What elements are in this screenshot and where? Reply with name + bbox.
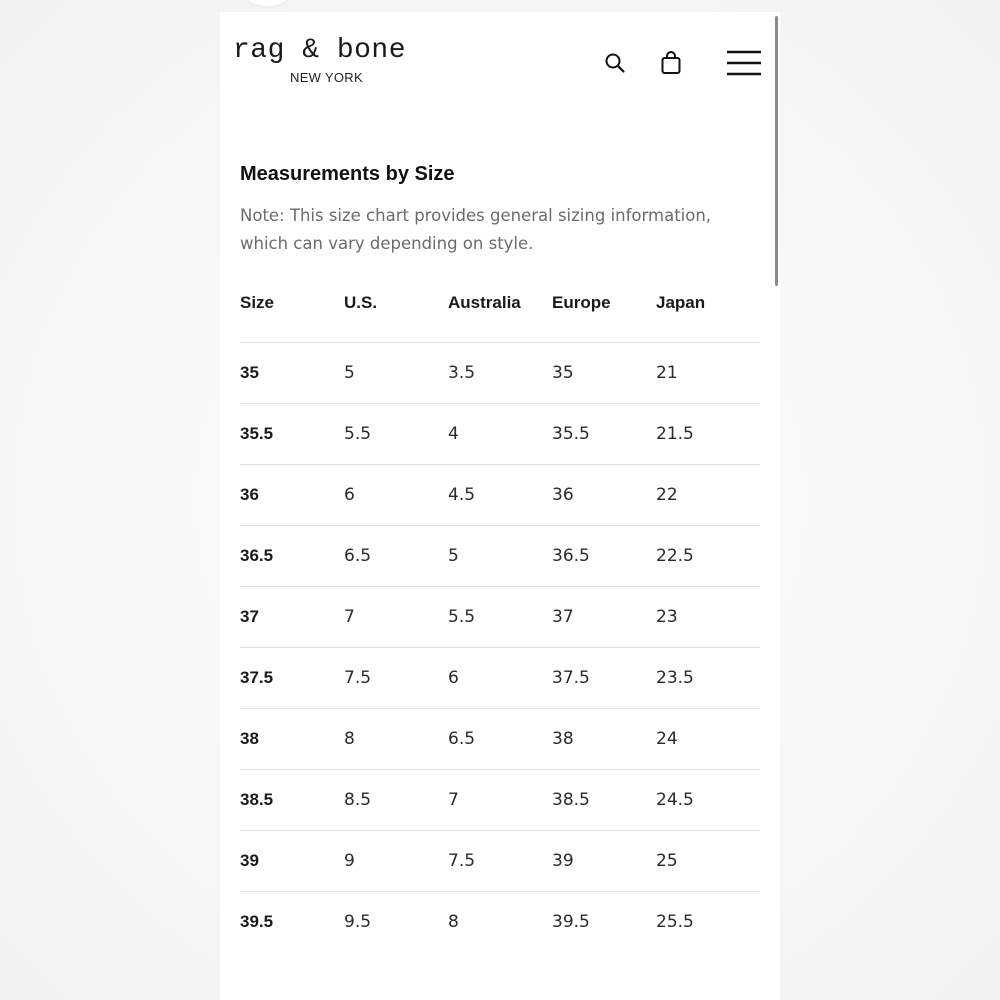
- cell-japan: 25.5: [656, 912, 694, 932]
- cell-japan: 23: [656, 587, 760, 648]
- cell-us: 8.5: [344, 770, 448, 831]
- cell-size: 37.5: [240, 648, 344, 709]
- cell-size: 37: [240, 587, 344, 648]
- table-row: [240, 343, 760, 404]
- menu-button[interactable]: [724, 46, 764, 80]
- cell-us: 9.5: [344, 912, 372, 932]
- column-header-us: U.S.: [344, 285, 448, 343]
- cell-australia: 8: [448, 912, 459, 932]
- cell-australia: 4.5: [448, 465, 552, 526]
- mobile-page: [220, 12, 780, 1000]
- cell-us: 6.5: [344, 526, 448, 587]
- shopping-bag-button[interactable]: [656, 48, 686, 78]
- cell-size: 38: [240, 709, 344, 770]
- cell-australia: 4: [448, 404, 552, 465]
- cell-europe: 38.5: [552, 770, 656, 831]
- cell-australia: 6: [448, 648, 552, 709]
- table-row: [240, 526, 760, 587]
- cell-europe: 37: [552, 587, 656, 648]
- search-button[interactable]: [600, 48, 630, 78]
- cell-size: 38.5: [240, 770, 344, 831]
- brand-name: rag & bone: [233, 35, 407, 66]
- table-row: [240, 648, 760, 709]
- table-row: [240, 465, 760, 526]
- cell-japan: 24: [656, 709, 760, 770]
- site-header: [220, 12, 780, 112]
- cell-size: 39.5: [240, 912, 274, 931]
- cell-europe: 38: [552, 709, 656, 770]
- cell-australia: 6.5: [448, 709, 552, 770]
- cell-europe: 35: [552, 343, 656, 404]
- size-chart-section: [240, 160, 760, 258]
- cell-europe: 36: [552, 465, 656, 526]
- cell-europe: 35.5: [552, 404, 656, 465]
- search-icon: [603, 51, 627, 75]
- page-title: Measurements by Size: [240, 163, 455, 185]
- cell-australia: 7.5: [448, 831, 552, 892]
- cell-europe: 37.5: [552, 648, 656, 709]
- column-header-size: Size: [240, 285, 344, 343]
- cell-size: 35.5: [240, 404, 344, 465]
- table-header-row: [240, 285, 760, 343]
- cell-europe: 36.5: [552, 526, 656, 587]
- size-table: [240, 285, 760, 952]
- cell-europe: 39.5: [552, 912, 590, 932]
- cell-australia: 7: [448, 770, 552, 831]
- cell-us: 8: [344, 709, 448, 770]
- scrollbar[interactable]: [775, 16, 778, 286]
- cell-japan: 21: [656, 343, 760, 404]
- cell-japan: 23.5: [656, 648, 760, 709]
- cell-europe: 39: [552, 831, 656, 892]
- cell-japan: 25: [656, 831, 760, 892]
- cell-size: 39: [240, 831, 344, 892]
- cell-japan: 22: [656, 465, 760, 526]
- hamburger-menu-icon: [726, 49, 762, 77]
- cell-australia: 5.5: [448, 587, 552, 648]
- cell-size: 36.5: [240, 526, 344, 587]
- cell-us: 7: [344, 587, 448, 648]
- table-row: [240, 831, 760, 892]
- column-header-europe: Europe: [552, 285, 656, 343]
- size-note: Note: This size chart provides general sizing information, which can vary depending on style.: [240, 206, 712, 253]
- table-row: [240, 892, 760, 953]
- cell-japan: 24.5: [656, 770, 760, 831]
- shopping-bag-icon: [659, 50, 683, 76]
- cell-us: 5.5: [344, 404, 448, 465]
- column-header-japan: Japan: [656, 285, 760, 343]
- cell-us: 6: [344, 465, 448, 526]
- brand-logo[interactable]: [233, 34, 433, 85]
- cell-japan: 21.5: [656, 404, 760, 465]
- cell-size: 36: [240, 465, 344, 526]
- table-row: [240, 770, 760, 831]
- status-dot: [245, 0, 289, 6]
- table-row: [240, 404, 760, 465]
- brand-location: NEW YORK: [290, 70, 363, 85]
- table-row: [240, 587, 760, 648]
- cell-size: 35: [240, 343, 344, 404]
- cell-australia: 3.5: [448, 343, 552, 404]
- cell-japan: 22.5: [656, 526, 760, 587]
- table-row: [240, 709, 760, 770]
- cell-us: 7.5: [344, 648, 448, 709]
- cell-us: 5: [344, 343, 448, 404]
- column-header-australia: Australia: [448, 285, 552, 343]
- cell-us: 9: [344, 831, 448, 892]
- cell-australia: 5: [448, 526, 552, 587]
